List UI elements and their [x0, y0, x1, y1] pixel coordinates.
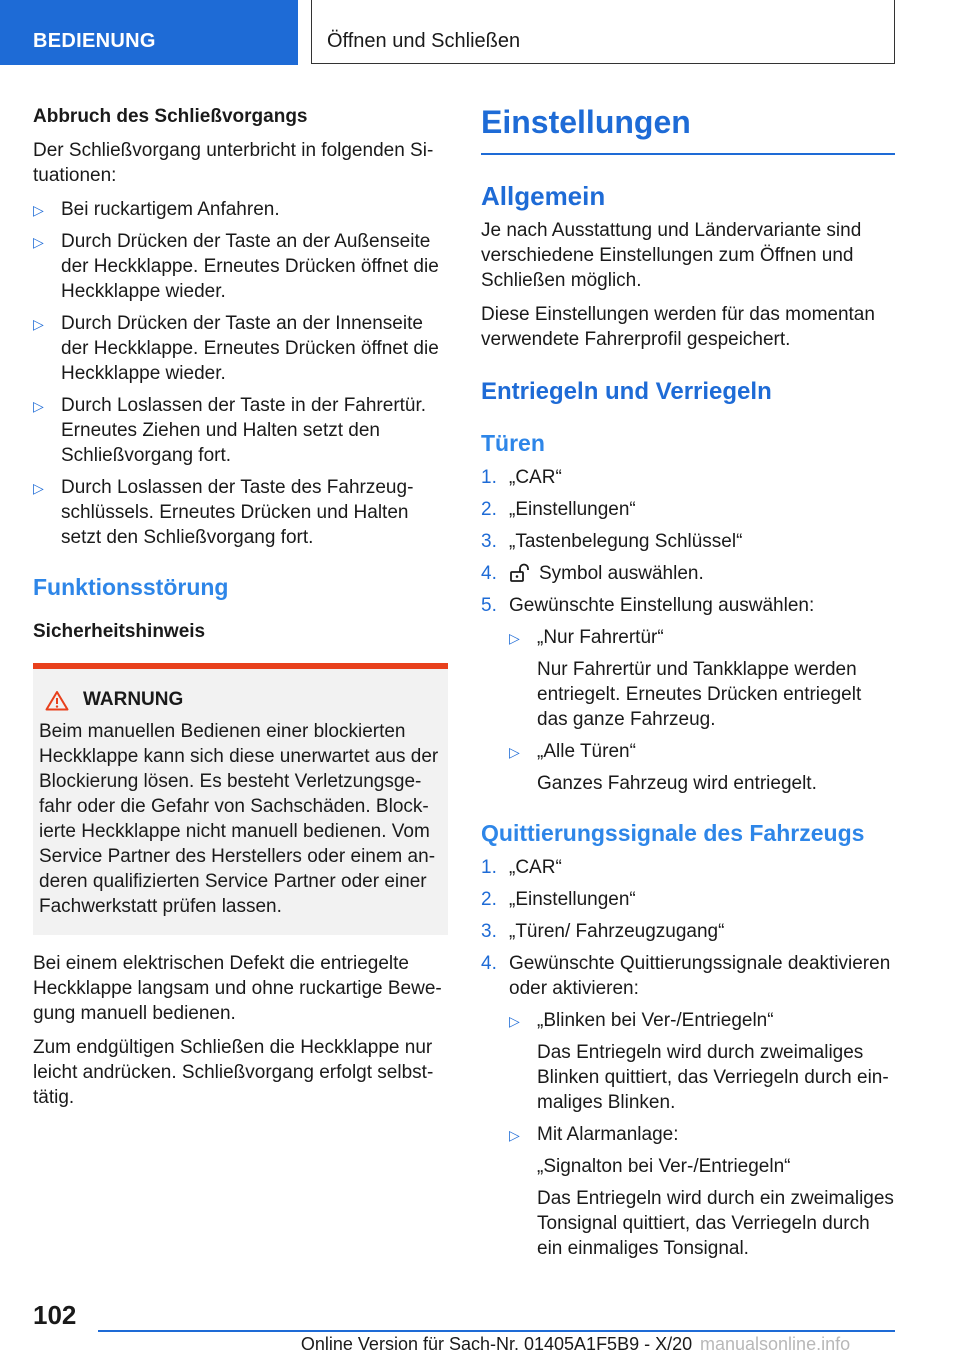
list-item: ▷ „Nur Fahrertür“ Nur Fahrertür und Tankklappe werden entriegelt. Erneutes Drücken entriegelt das ganze Fahrzeug. [509, 627, 862, 730]
triangle-bullet-icon: ▷ [33, 480, 44, 496]
list-item: 3. „Tastenbelegung Schlüssel“ [481, 531, 743, 552]
list-item: 4. Symbol auswählen. [481, 563, 704, 584]
list-item: 2. „Einstellungen“ [481, 499, 636, 520]
left-column [33, 104, 448, 1119]
unlock-icon [509, 563, 531, 583]
page-number: 102 [33, 1300, 77, 1330]
general-paragraph-2: Diese Einstellungen werden für das momentan verwendete Fahrerprofil gespeichert. [481, 304, 875, 350]
signal-heading: Quittierungssignale des Fahrzeugs [481, 820, 865, 846]
general-paragraph-1: Je nach Ausstattung und Ländervariante sind verschiedene Einstellungen zum Öffnen und Schließen möglich. [481, 220, 862, 291]
triangle-bullet-icon: ▷ [33, 316, 44, 332]
fault-heading: Funktionsstörung [33, 574, 229, 600]
safety-heading: Sicherheitshinweis [33, 621, 206, 642]
abort-heading: Abbruch des Schließvorgangs [33, 106, 308, 127]
doors-heading: Türen [481, 430, 545, 456]
list-item: 3. „Türen/ Fahrzeugzugang“ [481, 921, 725, 942]
footer-text: Online Version für Sach-Nr. 01405A1F5B9 - X/20 [300, 1334, 693, 1354]
list-item: 4. Gewünschte Quittierungssignale deaktivieren oder aktivieren: ▷ „Blinken bei Ver-/Entriegeln“ Das Entriegeln wird durch zweimaliges Blinken quittiert, das Verriegeln durch einmaliges Blinken. ▷ Mit Alarmanlage: „Signalton bei Ver-/Entriegeln“ Das Entriegeln wird durch ein zweimaliges Tonsignal quittiert, das Verriegeln durch ein einmaliges Tonsignal. [481, 953, 894, 1259]
abort-list [33, 197, 448, 550]
list-item: ▷ „Blinken bei Ver-/Entriegeln“ Das Entriegeln wird durch zweimaliges Blinken quittiert, das Verriegeln durch einmaliges Blinken. [509, 1010, 889, 1113]
list-item: 1. „CAR“ [481, 467, 562, 488]
chapter-header [311, 0, 895, 64]
section-label: BEDIENUNG [33, 30, 156, 52]
watermark: manualsonline.info [700, 1334, 851, 1354]
triangle-bullet-icon: ▷ [33, 398, 44, 414]
triangle-bullet-icon: ▷ [509, 1013, 520, 1029]
doors-steps [481, 465, 895, 796]
list-item: ▷ Durch Loslassen der Taste des Fahrzeugschlüssels. Erneutes Drücken und Halten setzt den Schließvorgang fort. [33, 477, 414, 548]
signal-steps [481, 855, 895, 1261]
triangle-bullet-icon: ▷ [509, 1127, 520, 1143]
triangle-bullet-icon: ▷ [509, 744, 520, 760]
defect-paragraph: Bei einem elektrischen Defekt die entriegelte Heckklappe langsam und ohne ruckartige Bewegung manuell bedienen. [33, 953, 442, 1024]
page-title: Einstellungen [481, 104, 895, 155]
section-tab [0, 0, 298, 65]
triangle-bullet-icon: ▷ [509, 630, 520, 646]
list-item: ▷ Durch Drücken der Taste an der Innenseite der Heckklappe. Erneutes Drücken öffnet die Heckklappe wieder. [33, 313, 439, 384]
list-item: ▷ Mit Alarmanlage: „Signalton bei Ver-/Entriegeln“ Das Entriegeln wird durch ein zweimaliges Tonsignal quittiert, das Verriegeln durch ein einmaliges Tonsignal. [509, 1124, 894, 1259]
list-item: ▷ Durch Drücken der Taste an der Außenseite der Heckklappe. Erneutes Drücken öffnet die Heckklappe wieder. [33, 231, 439, 302]
warning-title: WARNUNG [83, 689, 184, 710]
footer-divider [98, 1330, 895, 1332]
list-item: 1. „CAR“ [481, 857, 562, 878]
list-item: 5. Gewünschte Einstellung auswählen: ▷ „Nur Fahrertür“ Nur Fahrertür und Tankklappe werden entriegelt. Erneutes Drücken entriegelt das ganze Fahrzeug. ▷ „Alle Türen“ Ganzes Fahrzeug wird entriegelt. [481, 593, 895, 796]
chapter-label: Öffnen und Schließen [327, 30, 521, 52]
warning-text: Beim manuellen Bedienen einer blockierten Heckklappe kann sich diese unerwartet aus der Blockierung lösen. Es besteht Verletzungsgefahr oder die Gefahr von Sachschäden. Blockierte Heckklappe nicht manuell bedienen. Vom Service Partner des Herstellers oder einem anderen qualifizierten Service Partner oder einer Fachwerkstatt prüfen lassen. [39, 721, 439, 917]
list-item: ▷ „Alle Türen“ Ganzes Fahrzeug wird entriegelt. [509, 741, 817, 794]
abort-intro: Der Schließvorgang unterbricht in folgenden Situationen: [33, 140, 434, 186]
warning-box [33, 663, 448, 935]
triangle-bullet-icon: ▷ [33, 202, 44, 218]
right-column [481, 104, 895, 1268]
unlock-heading: Entriegeln und Verriegeln [481, 378, 772, 405]
warning-triangle-icon [45, 690, 69, 711]
list-item: ▷ Durch Loslassen der Taste in der Fahrertür. Erneutes Ziehen und Halten setzt den Schließvorgang fort. [33, 395, 427, 466]
triangle-bullet-icon: ▷ [33, 234, 44, 250]
list-item: ▷ Bei ruckartigem Anfahren. [33, 197, 448, 222]
general-heading: Allgemein [481, 181, 606, 211]
list-item: 2. „Einstellungen“ [481, 889, 636, 910]
close-paragraph: Zum endgültigen Schließen die Heckklappe nur leicht andrücken. Schließvorgang erfolgt selbsttätig. [33, 1037, 434, 1108]
